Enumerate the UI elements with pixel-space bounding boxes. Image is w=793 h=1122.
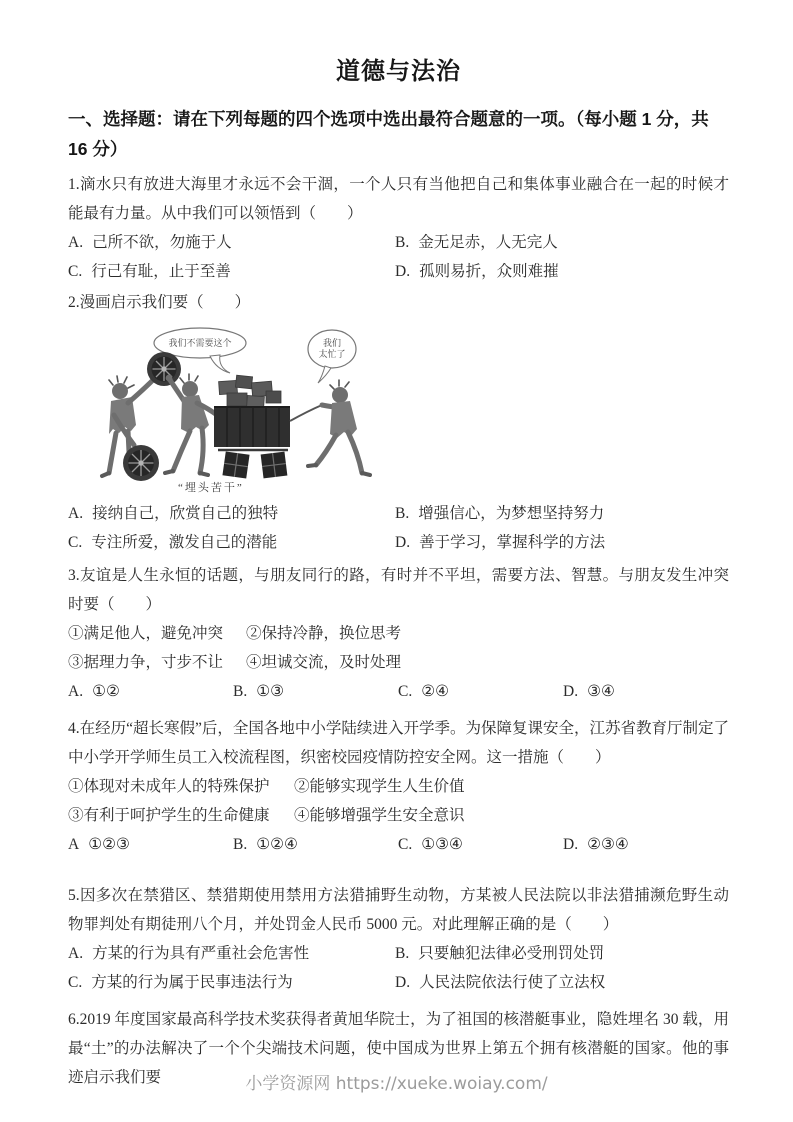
statement-row: [68, 772, 729, 801]
option-b: [395, 939, 729, 968]
cartoon-image: [78, 323, 729, 495]
option-text: 孤则易折，众则难摧: [419, 263, 559, 280]
option-text: 专注所爱，激发自己的潜能: [91, 534, 278, 551]
option-b: [233, 830, 398, 859]
option-c: [68, 528, 395, 557]
question-2-stem: 2.漫画启示我们要（ ）: [68, 294, 251, 311]
option-text: ②④: [421, 683, 450, 700]
option-label: B.: [395, 234, 410, 251]
option-label: C.: [398, 683, 413, 700]
question-2-options: [68, 499, 729, 557]
option-label: A.: [68, 945, 84, 962]
option-text: 方某的行为具有严重社会危害性: [92, 945, 310, 962]
statement-row: [68, 801, 729, 830]
question-3: [68, 561, 729, 706]
option-a: [68, 830, 233, 859]
option-text: 只要触犯法律必受刑罚处罚: [418, 945, 605, 962]
option-a: [68, 939, 395, 968]
option-a: [68, 499, 395, 528]
option-text: ③④: [587, 683, 615, 700]
option-text: ①②④: [256, 836, 298, 853]
option-c: [398, 677, 563, 706]
round-wheel-ground: [123, 445, 159, 481]
statement-item: ④能够增强学生安全意识: [294, 807, 465, 824]
option-b: [233, 677, 398, 706]
question-3-stem: 3.友谊是人生永恒的话题，与朋友同行的路，有时并不平坦，需要方法、智慧。与朋友发生冲突时要（ ）: [68, 567, 729, 613]
option-text: ②③④: [587, 836, 629, 853]
question-1-stem: 1.滴水只有放进大海里才永远不会干涸，一个人只有当他把自己和集体事业融合在一起的时候才能最有力量。从中我们可以领悟到（ ）: [68, 176, 729, 222]
option-label: D.: [563, 683, 579, 700]
question-1: [68, 170, 729, 286]
option-label: A.: [68, 234, 84, 251]
question-4-statements: [68, 772, 729, 830]
option-d: [395, 257, 729, 286]
cartoon-caption: “埋头苦干”: [178, 482, 244, 494]
question-3-options: [68, 677, 729, 706]
option-label: B.: [395, 505, 410, 522]
cart: [214, 375, 322, 478]
tow-rope: [290, 405, 322, 421]
option-c: [68, 257, 395, 286]
option-label: A.: [68, 683, 84, 700]
round-wheel-held: [147, 352, 181, 386]
page-title: 道德与法治: [336, 58, 461, 85]
option-label: B.: [395, 945, 410, 962]
option-c: [398, 830, 563, 859]
option-label: B.: [233, 683, 248, 700]
question-3-statements: [68, 619, 729, 677]
option-text: ①②: [92, 683, 120, 700]
statement-row: [68, 648, 729, 677]
option-label: A: [68, 836, 80, 853]
question-6-stem: 6.2019 年度国家最高科学技术奖获得者黄旭华院士，为了祖国的核潜艇事业，隐姓埋名 30 载，用最“土”的办法解决了一个个尖端技术问题，使中国成为世界上第五个拥有核潜艇的国家。他的事迹启示我们要: [68, 1011, 729, 1086]
square-wheel: [261, 452, 288, 479]
page-footer: 小学资源网 https://xueke.woiay.com/: [245, 1074, 548, 1094]
option-label: C.: [68, 534, 83, 551]
option-d: [395, 968, 729, 997]
option-text: ①③: [256, 683, 285, 700]
stone-load: [219, 375, 281, 408]
option-c: [68, 968, 395, 997]
bubble-right-text-1: 我们: [322, 338, 342, 348]
option-label: C.: [68, 263, 83, 280]
option-b: [395, 499, 729, 528]
option-label: C.: [398, 836, 413, 853]
option-text: 行己有耻，止于至善: [91, 263, 231, 280]
option-text: 方某的行为属于民事违法行为: [91, 974, 293, 991]
option-d: [563, 677, 729, 706]
option-b: [395, 228, 729, 257]
option-text: 增强信心，为梦想坚持努力: [418, 505, 605, 522]
section-heading: 一、选择题：请在下列每题的四个选项中选出最符合题意的一项。（每小题 1 分，共 16 分）: [68, 109, 709, 159]
option-label: A.: [68, 505, 84, 522]
option-label: C.: [68, 974, 83, 991]
statement-item: ④坦诚交流，及时处理: [246, 654, 402, 671]
option-d: [563, 830, 729, 859]
statement-item: ②保持冷静，换位思考: [246, 625, 402, 642]
option-a: [68, 228, 395, 257]
option-text: 己所不欲，勿施于人: [92, 234, 232, 251]
option-text: 接纳自己，欣赏自己的独特: [92, 505, 279, 522]
statement-row: [68, 619, 729, 648]
square-wheel: [222, 451, 249, 478]
caveman-right: [308, 380, 370, 475]
question-4: [68, 714, 729, 859]
speech-bubble-right: [308, 330, 356, 383]
statement-item: ①满足他人，避免冲突: [68, 625, 224, 642]
question-5: [68, 881, 729, 997]
option-text: 人民法院依法行使了立法权: [419, 974, 606, 991]
bubble-left-text: 我们不需要这个: [168, 338, 232, 348]
question-5-stem: 5.因多次在禁猎区、禁猎期使用禁用方法猎捕野生动物，方某被人民法院以非法猎捕濒危野生动物罪判处有期徒刑八个月，并处罚金人民币 5000 元。对此理解正确的是（ ）: [68, 887, 729, 933]
question-5-options: [68, 939, 729, 997]
bubble-right-text-2: 太忙了: [318, 349, 346, 359]
statement-item: ③有利于呵护学生的生命健康: [68, 807, 270, 824]
question-1-options: [68, 228, 729, 286]
option-text: 金无足赤，人无完人: [418, 234, 558, 251]
option-label: D.: [395, 974, 411, 991]
question-4-stem: 4.在经历“超长寒假”后，全国各地中小学陆续进入开学季。为保障复课安全，江苏省教育厅制定了中小学开学师生员工入校流程图，织密校园疫情防控安全网。这一措施（ ）: [68, 720, 729, 766]
caveman-middle: [165, 374, 217, 475]
option-text: ①③④: [421, 836, 463, 853]
question-4-options: [68, 830, 729, 859]
option-text: 善于学习，掌握科学的方法: [419, 534, 606, 551]
option-text: ①②③: [88, 836, 130, 853]
option-label: D.: [395, 534, 411, 551]
question-2: [68, 288, 729, 557]
statement-item: ③据理力争，寸步不让: [68, 654, 224, 671]
option-a: [68, 677, 233, 706]
option-label: D.: [395, 263, 411, 280]
option-label: B.: [233, 836, 248, 853]
option-label: D.: [563, 836, 579, 853]
statement-item: ①体现对未成年人的特殊保护: [68, 778, 270, 795]
statement-item: ②能够实现学生人生价值: [294, 778, 465, 795]
option-d: [395, 528, 729, 557]
